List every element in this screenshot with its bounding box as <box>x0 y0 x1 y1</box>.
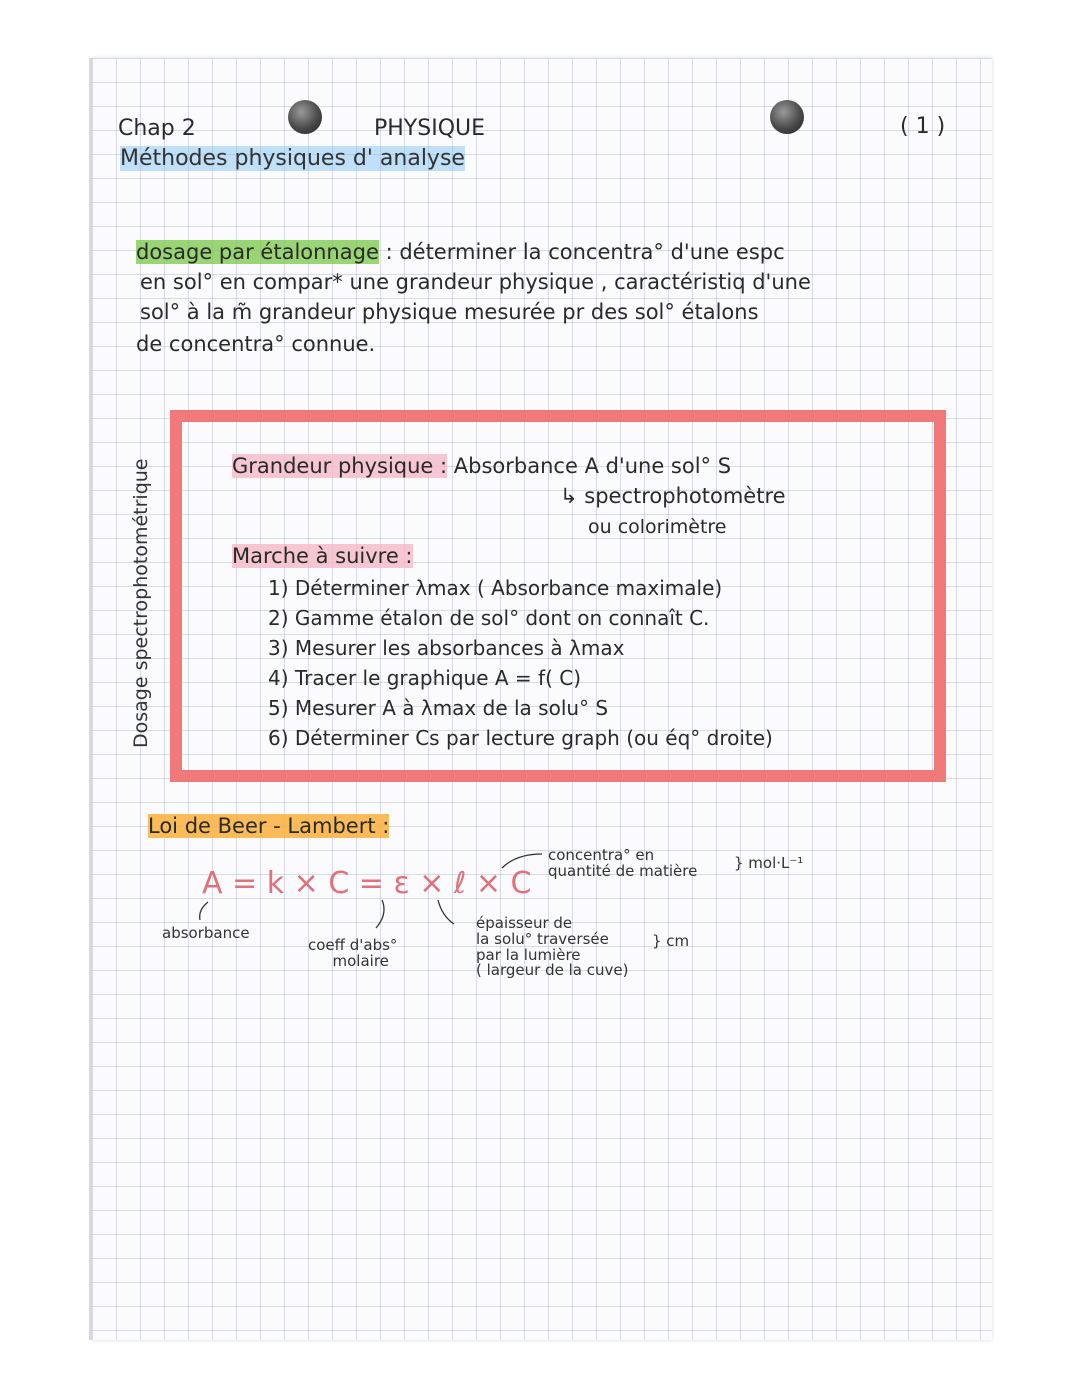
label-coeff-line2: molaire <box>332 951 389 970</box>
beer-title-text: Loi de Beer - Lambert : <box>148 814 390 838</box>
intro-separator: : <box>385 240 393 264</box>
unit-concentration: } mol·L⁻¹ <box>734 854 804 872</box>
step-2: 2) Gamme étalon de sol° dont on connaît C. <box>268 606 710 630</box>
thickness-pointer <box>438 900 454 924</box>
intro-line-2: en sol° en compar* une grandeur physique , caractéristiq d'une <box>140 270 811 294</box>
page-number: ( 1 ) <box>900 114 946 139</box>
annotation-strokes <box>92 58 992 1058</box>
chapter-label: Chap 2 <box>118 116 196 141</box>
absorbance-pointer <box>200 902 208 920</box>
page-title-text: Méthodes physiques d' analyse <box>120 146 465 171</box>
unit-thickness: } cm <box>652 932 690 950</box>
coeff-pointer <box>376 900 384 928</box>
grandeur-value: Absorbance A d'une sol° S <box>453 454 732 478</box>
step-1: 1) Déterminer λmax ( Absorbance maximale) <box>268 576 723 600</box>
label-ep-line2: la solu° traversée <box>476 929 609 948</box>
step-4: 4) Tracer le graphique A = f( C) <box>268 666 581 690</box>
or-line: ou colorimètre <box>588 516 727 538</box>
arrow-line: ↳ spectrophotomètre <box>560 484 786 508</box>
label-thickness <box>476 916 628 979</box>
label-absorbance: absorbance <box>162 924 250 942</box>
intro-line1-text: déterminer la concentra° d'une espc <box>399 240 785 264</box>
grandeur-label: Grandeur physique : <box>232 454 448 478</box>
label-ep-line4: ( largeur de la cuve) <box>476 961 629 980</box>
intro-line-3: sol° à la m̃ grandeur physique mesurée pr des sol° étalons <box>140 300 759 324</box>
label-conc-line2: quantité de matière <box>548 861 698 880</box>
notebook-page <box>92 58 992 1340</box>
step-5: 5) Mesurer A à λmax de la solu° S <box>268 696 609 720</box>
subject-label: PHYSIQUE <box>374 116 486 141</box>
beer-formula: A = k × C = ε × ℓ × C <box>202 866 532 901</box>
label-ep-line1: épaisseur de <box>476 914 573 932</box>
step-3: 3) Mesurer les absorbances à λmax <box>268 636 625 660</box>
steps-title-text: Marche à suivre : <box>232 544 413 568</box>
side-label: Dosage spectrophotométrique <box>130 458 152 748</box>
label-coeff-line1: coeff d'abs° <box>308 936 398 954</box>
concentration-pointer <box>502 854 542 868</box>
step-6: 6) Déterminer Cs par lecture graph (ou éq° droite) <box>268 726 773 750</box>
label-coeff <box>308 938 397 970</box>
intro-term: dosage par étalonnage <box>136 240 379 264</box>
label-concentration <box>548 848 697 880</box>
intro-line-4: de concentra° connue. <box>136 332 376 356</box>
label-ep-line3: par la lumière <box>476 945 581 964</box>
label-conc-line1: concentra° en <box>548 846 655 864</box>
